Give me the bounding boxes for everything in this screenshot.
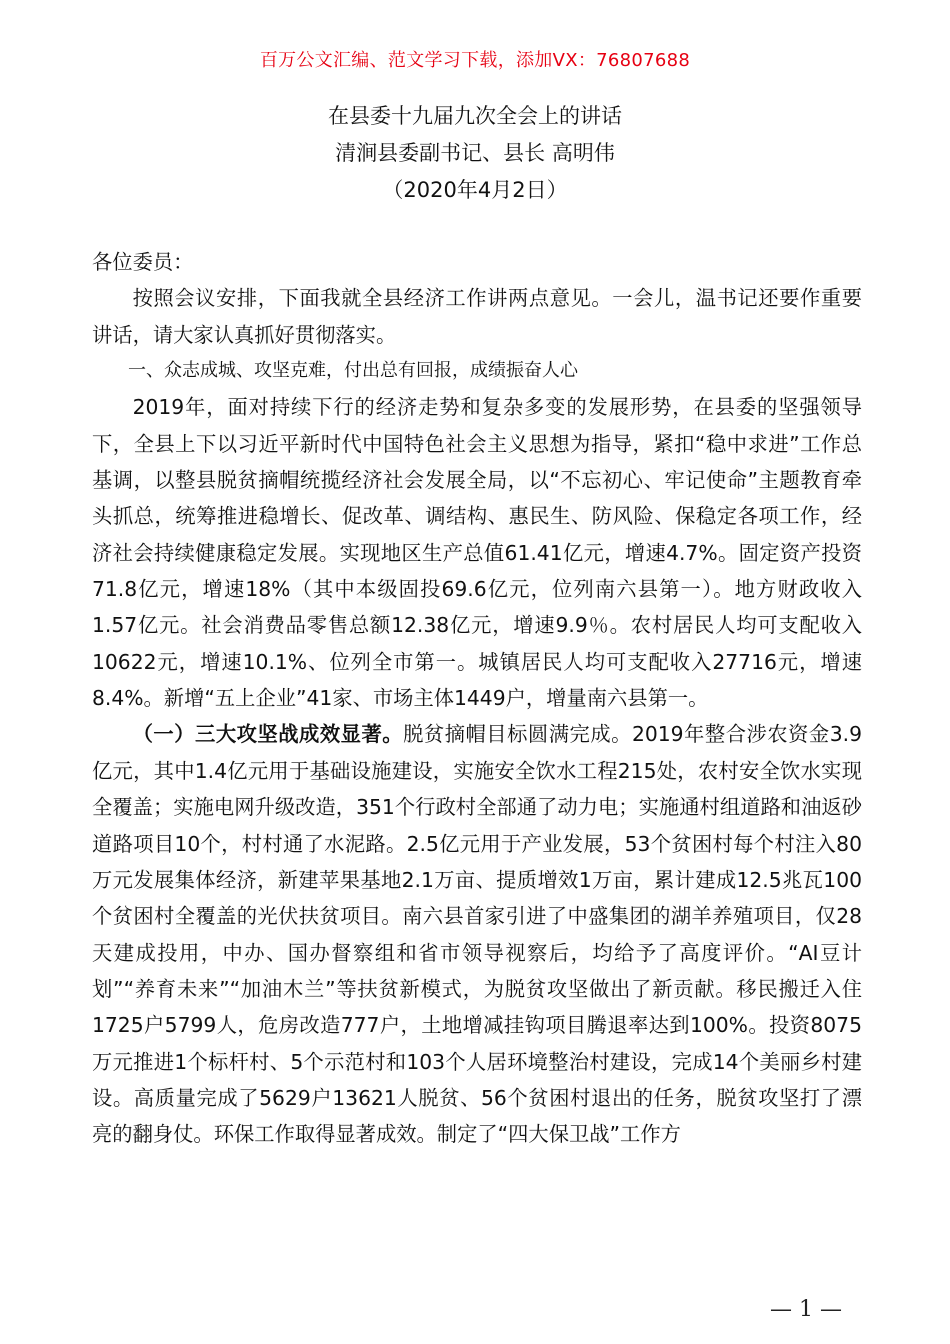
- speaker-line: 清涧县委副书记、县长 高明伟: [335, 141, 615, 165]
- speech-date: （2020年4月2日）: [382, 178, 568, 202]
- subsection-text: 脱贫摘帽目标圆满完成。2019年整合涉农资金3.9亿元，其中1.4亿元用于基础设施建设，实施安全饮水工程215处，农村安全饮水实现全覆盖；实施电网升级改造，351个行政村全部通了动力电；实施通村组道路和油返砂道路项目10个，村村通了水泥路。2.5亿元用于产业发展，53个贫困村每个村注入80万元发展集体经济，新建苹果基地2.1万亩、提质增效1万亩，累计建成12.5兆瓦100个贫困村全覆盖的光伏扶贫项目。南六县首家引进了中盛集团的湖羊养殖项目，仅28天建成投用，中办、国办督察组和省市领导视察后，均给予了高度评价。“AI豆计划”“养育未来”“加油木兰”等扶贫新模式，为脱贫攻坚做出了新贡献。移民搬迁入住1725户5799人，危房改造777户，土地增减挂钩项目腾退率达到100%。投资8075万元推进1个标杆村、5个示范村和103个人居环境整治村建设，完成14个美丽乡村建设。高质量完成了5629户13621人脱贫、56个贫困村退出的任务，脱贫攻坚打了漂亮的翻身仗。环保工作取得显著成效。制定了“四大保卫战”工作方: [92, 722, 862, 1147]
- paragraph-2019-summary: 2019年，面对持续下行的经济走势和复杂多变的发展形势，在县委的坚强领导下，全县上下以习近平新时代中国特色社会主义思想为指导，紧扣“稳中求进”工作总基调，以整县脱贫摘帽统揽经济社会发展全局，以“不忘初心、牢记使命”主题教育牵头抓总，统筹推进稳增长、促改革、调结构、惠民生、防风险、保稳定各项工作，经济社会持续健康稳定发展。实现地区生产总值61.41亿元，增速4.7%。固定资产投资71.8亿元，增速18%（其中本级固投69.6亿元，位列南六县第一）。地方财政收入1.57亿元。社会消费品零售总额12.38亿元，增速9.9％。农村居民人均可支配收入10622元，增速10.1%、位列全市第一。城镇居民人均可支配收入27716元，增速8.4%。新增“五上企业”41家、市场主体1449户，增量南六县第一。: [92, 395, 862, 711]
- paragraph-three-battles: [92, 716, 862, 1152]
- intro-paragraph: 按照会议安排，下面我就全县经济工作讲两点意见。一会儿，温书记还要作重要讲话，请大家认真抓好贯彻落实。: [92, 286, 862, 347]
- document-body: [92, 244, 862, 1153]
- page-number: — 1 —: [770, 1297, 842, 1322]
- section-heading: 一、众志成城、攻坚克难，付出总有回报，成绩振奋人心: [128, 360, 578, 382]
- subsection-heading: （一）三大攻坚战成效显著。: [132, 722, 404, 747]
- salutation: 各位委员：: [92, 250, 194, 274]
- promo-banner: 百万公文汇编、范文学习下载，添加VX：76807688: [259, 50, 691, 71]
- speech-title: 在县委十九届九次全会上的讲话: [328, 104, 622, 128]
